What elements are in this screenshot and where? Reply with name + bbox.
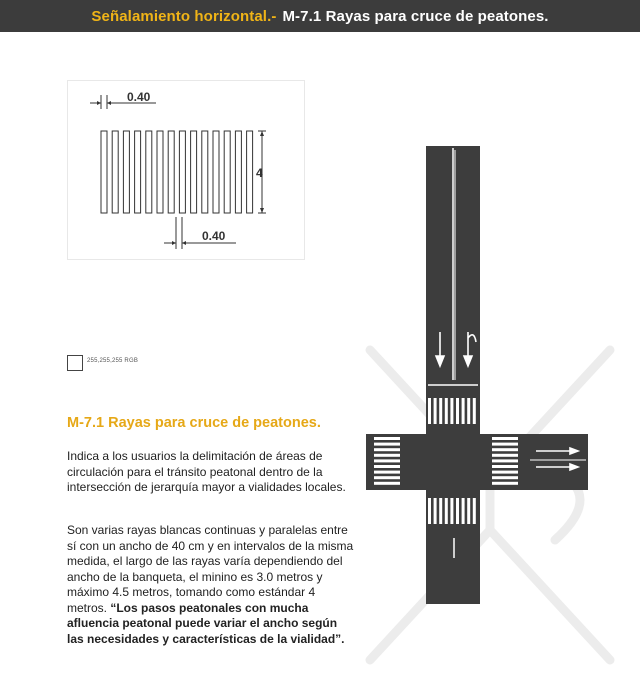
header-bar [0,0,640,32]
dim-right-arrowhead-top [260,131,264,136]
crosswalk-stripe [374,459,400,462]
crosswalk-stripe [456,498,459,524]
crosswalk-stripe [374,443,400,446]
crosswalk-stripe [462,398,465,424]
crosswalk-north [428,398,476,424]
crosswalk-stripe [492,482,518,485]
dimension-drawing [68,81,304,259]
diagram-stripe [146,131,152,213]
header-title-highlight: Señalamiento horizontal.- [91,7,277,25]
crosswalk-stripe [492,448,518,451]
diagram-stripe [224,131,230,213]
crosswalk-stripe [374,465,400,468]
crosswalk-stripe [374,454,400,457]
intersection-illustration [358,140,598,610]
diagram-stripe [168,131,174,213]
crosswalk-stripe [434,498,437,524]
crosswalk-stripe [492,476,518,479]
crosswalk-stripe [374,476,400,479]
crosswalk-stripe [492,465,518,468]
crosswalk-stripe [456,398,459,424]
crosswalk-stripe [462,498,465,524]
crosswalk-stripe [445,398,448,424]
crosswalk-stripe [492,443,518,446]
crosswalk-stripe [492,437,518,440]
dim-top-arrowhead-left [97,101,101,105]
crosswalk-stripe [473,398,476,424]
diagram-stripe [157,131,163,213]
crosswalk-stripe [439,498,442,524]
description-paragraph-2 [67,523,357,647]
diagram-stripe [179,131,185,213]
diagram-stripe [135,131,141,213]
crosswalk-stripe [428,498,431,524]
diagram-stripe [247,131,253,213]
color-swatch-label: 255,255,255 RGB [87,358,139,364]
diagram-stripe [202,131,208,213]
description-paragraph-2-text: Son varias rayas blancas continuas y paralelas entre sí con un ancho de 40 cm y en intervalos de la misma medida, el largo de las rayas varía dependiendo del ancho de la banqueta, el minino es 3.0 metros y máximo 4.5 metros, tomando como estándar 4 metros. [67,523,354,615]
color-swatch [67,355,83,371]
section-title: M-7.1 Rayas para cruce de peatones. [67,415,321,431]
diagram-stripe [191,131,197,213]
crosswalk-stripe [450,398,453,424]
crosswalk-stripe [374,471,400,474]
dim-bottom-arrowhead-left [172,241,176,245]
dim-right-arrowhead-bottom [260,208,264,213]
crosswalk-east [492,437,518,485]
diagram-stripe [235,131,241,213]
dim-bottom-label: 0.40 [202,229,226,243]
crosswalk-stripe [428,398,431,424]
crosswalk-stripe [473,498,476,524]
crosswalk-dimension-diagram [67,80,305,260]
description-paragraph-2-bold: “Los pasos peatonales con mucha afluencia peatonal puede variar el ancho según las necesidades y características de la vialidad”. [67,600,345,646]
crosswalk-stripe [492,459,518,462]
crosswalk-stripe [492,454,518,457]
crosswalk-south [428,498,476,524]
header-title-main: M-7.1 Rayas para cruce de peatones. [282,7,549,25]
dim-bottom-arrowhead-right [182,241,186,245]
crosswalk-stripe [450,498,453,524]
crosswalk-west [374,437,400,485]
crosswalk-stripe [492,471,518,474]
crosswalk-stripe [374,448,400,451]
dim-top-label: 0.40 [127,90,151,104]
diagram-stripe [123,131,129,213]
description-paragraph-1: Indica a los usuarios la delimitación de áreas de circulación para el tránsito peatonal dentro de la intersección de jerarquía mayor a vialidades locales. [67,449,346,494]
dim-top-arrowhead-right [107,101,111,105]
diagram-stripe [213,131,219,213]
crosswalk-stripe [445,498,448,524]
dim-right-label: 4 [256,166,263,180]
crosswalk-stripe [467,398,470,424]
crosswalk-stripe [439,398,442,424]
crosswalk-stripe [374,482,400,485]
crosswalk-stripe [467,498,470,524]
crosswalk-stripes [101,131,253,213]
crosswalk-stripe [434,398,437,424]
diagram-stripe [101,131,107,213]
diagram-stripe [112,131,118,213]
crosswalk-stripe [374,437,400,440]
